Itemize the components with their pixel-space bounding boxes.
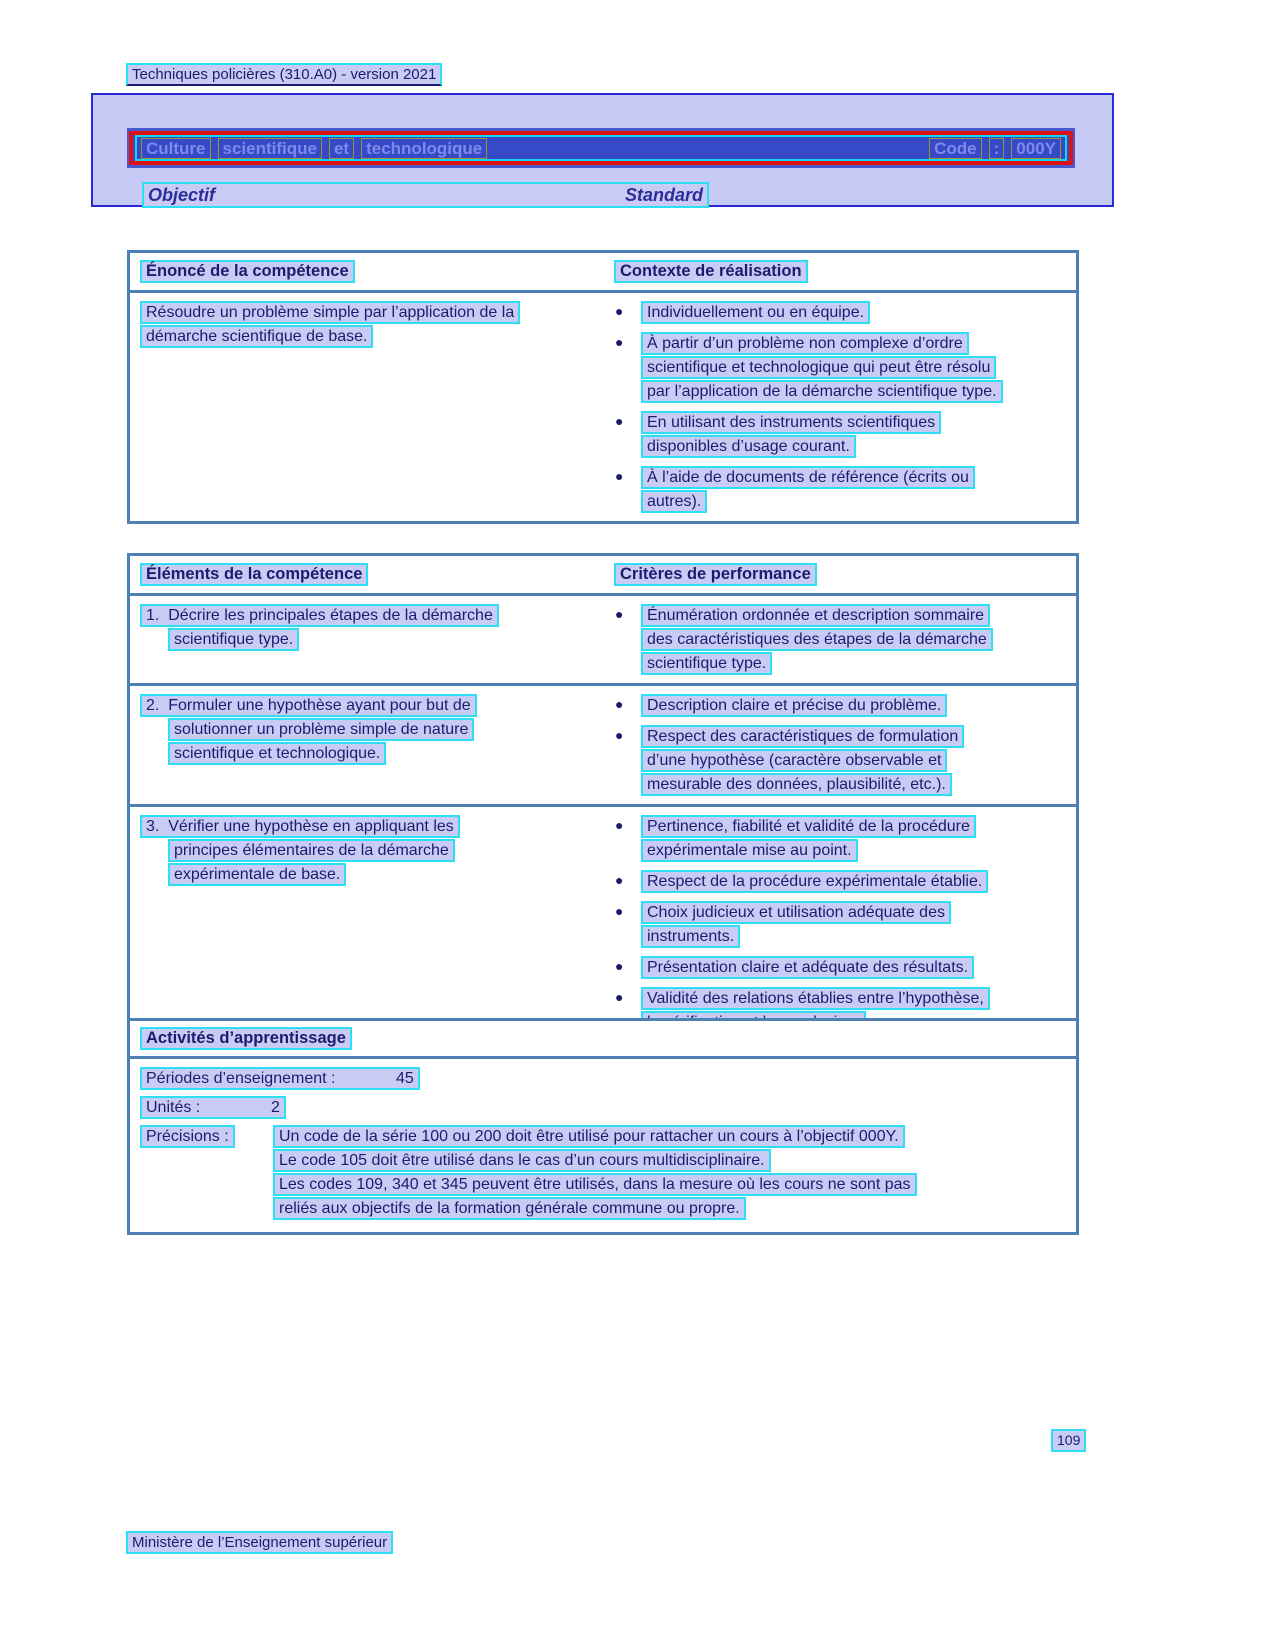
precision-line: Le code 105 doit être utilisé dans le cas d’un cours multidisciplinaire.	[273, 1149, 771, 1172]
context-line: Individuellement ou en équipe.	[641, 301, 870, 324]
precision-line: reliés aux objectifs de la formation générale commune ou propre.	[273, 1197, 746, 1220]
context-line: À l’aide de documents de référence (écrits ou	[641, 466, 975, 489]
column-header-criteres: Critères de performance	[614, 563, 817, 586]
units-value: 2	[271, 1099, 280, 1116]
competence-table	[127, 250, 1079, 524]
context-line: À partir d’un problème non complexe d’ordre	[641, 332, 969, 355]
criteria-line: des caractéristiques des étapes de la démarche	[641, 628, 993, 651]
criteria-line: d’une hypothèse (caractère observable et	[641, 749, 947, 772]
element-line: solutionner un problème simple de nature	[168, 718, 474, 741]
ministry-footer	[126, 1531, 393, 1554]
criteria-bullet	[612, 815, 976, 862]
column-header-contexte: Contexte de réalisation	[614, 260, 808, 283]
criteria-line: mesurable des données, plausibilité, etc.).	[641, 773, 952, 796]
context-bullet	[612, 301, 870, 324]
code-separator: :	[989, 138, 1005, 159]
bullet-icon: ●	[615, 303, 624, 319]
title-word: Culture	[141, 138, 211, 159]
standard-heading: Standard	[625, 185, 704, 205]
title-word: technologique	[361, 138, 487, 159]
periods-value: 45	[396, 1070, 414, 1087]
criteria-bullet	[612, 956, 974, 979]
column-header-elements: Éléments de la compétence	[140, 563, 368, 586]
bullet-icon: ●	[615, 958, 624, 974]
element-row-3	[130, 807, 1076, 1042]
page-number-text: 109	[1051, 1429, 1086, 1452]
element-line: principes élémentaires de la démarche	[168, 839, 455, 862]
program-header	[126, 63, 442, 86]
elements-table	[127, 553, 1079, 1045]
precision-line: Les codes 109, 340 et 345 peuvent être utilisés, dans la mesure où les cours ne sont pas	[273, 1173, 917, 1196]
context-line: par l’application de la démarche scientifique type.	[641, 380, 1003, 403]
context-cell	[600, 293, 1076, 521]
criteria-line: scientifique type.	[641, 652, 772, 675]
units-label: Unités :	[146, 1099, 201, 1116]
bullet-icon: ●	[615, 468, 624, 484]
units-row	[140, 1096, 1066, 1119]
criteria-bullet	[612, 725, 964, 796]
statement-line: Résoudre un problème simple par l’application de la	[140, 301, 520, 324]
criteria-bullet	[612, 870, 988, 893]
section-headings	[142, 182, 709, 208]
periods-label: Périodes d’enseignement :	[146, 1070, 336, 1087]
element-line: 1. Décrire les principales étapes de la démarche	[140, 604, 499, 627]
criteria-line: Respect de la procédure expérimentale établie.	[641, 870, 988, 893]
competence-table-header	[130, 253, 1076, 293]
precisions-row	[140, 1125, 1066, 1220]
objective-panel	[91, 93, 1114, 207]
competence-statement-cell	[130, 293, 600, 521]
criteria-bullet	[612, 901, 951, 948]
objective-title-words	[141, 138, 487, 159]
activities-heading: Activités d’apprentissage	[140, 1027, 352, 1050]
element-row-2	[130, 686, 1076, 807]
precisions-label: Précisions :	[140, 1125, 235, 1148]
page-number	[1051, 1429, 1086, 1452]
bullet-icon: ●	[615, 872, 624, 888]
bullet-icon: ●	[615, 334, 624, 350]
element-line: scientifique et technologique.	[168, 742, 386, 765]
criteria-line: Respect des caractéristiques de formulation	[641, 725, 964, 748]
element-line: expérimentale de base.	[168, 863, 346, 886]
ministry-footer-text: Ministère de l’Enseignement supérieur	[126, 1531, 393, 1554]
bullet-icon: ●	[615, 606, 624, 622]
criteria-bullet	[612, 604, 993, 675]
context-line: En utilisant des instruments scientifiques	[641, 411, 941, 434]
criteria-line: Présentation claire et adéquate des résultats.	[641, 956, 974, 979]
criteria-line: Description claire et précise du problème.	[641, 694, 947, 717]
element-row-1	[130, 596, 1076, 686]
criteria-line: Énumération ordonnée et description sommaire	[641, 604, 990, 627]
element-line: scientifique type.	[168, 628, 299, 651]
code-value: 000Y	[1011, 138, 1061, 159]
context-bullet	[612, 332, 1003, 403]
code-label: Code	[929, 138, 982, 159]
context-line: autres).	[641, 490, 707, 513]
bullet-icon: ●	[615, 903, 624, 919]
element-line: 2. Formuler une hypothèse ayant pour but de	[140, 694, 477, 717]
criteria-line: Pertinence, fiabilité et validité de la procédure	[641, 815, 976, 838]
title-word: scientifique	[218, 138, 322, 159]
bullet-icon: ●	[615, 989, 624, 1005]
column-header-enonce: Énoncé de la compétence	[140, 260, 355, 283]
title-word: et	[329, 138, 354, 159]
bullet-icon: ●	[615, 696, 624, 712]
criteria-line: Choix judicieux et utilisation adéquate des	[641, 901, 951, 924]
context-line: disponibles d’usage courant.	[641, 435, 856, 458]
bullet-icon: ●	[615, 727, 624, 743]
elements-table-header	[130, 556, 1076, 596]
competence-table-body	[130, 293, 1076, 521]
criteria-bullet	[612, 694, 947, 717]
context-bullet	[612, 411, 941, 458]
program-header-text: Techniques policières (310.A0) - version 2021	[126, 63, 442, 86]
criteria-line: expérimentale mise au point.	[641, 839, 858, 862]
objective-code	[929, 138, 1061, 159]
objectif-heading: Objectif	[148, 185, 216, 205]
objective-title-bar-inner	[129, 131, 1073, 165]
activities-table-header	[130, 1021, 1076, 1059]
bullet-icon: ●	[615, 413, 624, 429]
activities-table-body	[130, 1059, 1076, 1232]
context-line: scientifique et technologique qui peut être résolu	[641, 356, 996, 379]
periods-row	[140, 1067, 1066, 1090]
criteria-line: Validité des relations établies entre l’hypothèse,	[641, 987, 990, 1010]
objective-title-bar	[127, 128, 1075, 168]
precision-line: Un code de la série 100 ou 200 doit être utilisé pour rattacher un cours à l’objectif 000Y.	[273, 1125, 905, 1148]
title-ocr-line	[135, 135, 1067, 161]
bullet-icon: ●	[615, 817, 624, 833]
activities-table	[127, 1018, 1079, 1235]
element-line: 3. Vérifier une hypothèse en appliquant les	[140, 815, 460, 838]
criteria-line: instruments.	[641, 925, 740, 948]
context-bullet	[612, 466, 975, 513]
statement-line: démarche scientifique de base.	[140, 325, 373, 348]
